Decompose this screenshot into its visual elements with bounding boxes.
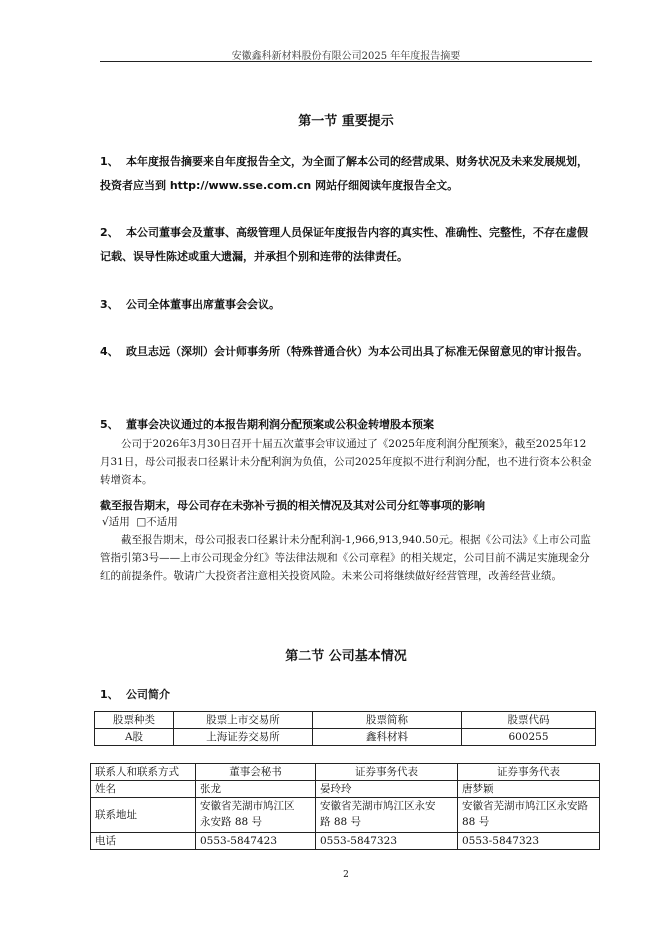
phone-label-cell: 电话 [91, 833, 196, 850]
contact-header-label: 联系人和联系方式 [91, 764, 196, 781]
company-profile-heading [100, 683, 592, 707]
notice-item-5-number: 5、 [100, 418, 119, 431]
contact-table-header-row [91, 764, 600, 781]
stock-code-cell: 600255 [462, 729, 596, 746]
rep2-address-line2: 88 号 [462, 816, 490, 828]
stock-type-cell: A股 [95, 729, 174, 746]
stock-info-table [94, 711, 596, 746]
notice-item-3 [100, 293, 592, 317]
header-rule [100, 61, 592, 62]
contact-header-rep2: 证券事务代表 [458, 764, 600, 781]
stock-header-code: 股票代码 [462, 712, 596, 729]
notice-item-3-text: 公司全体董事出席董事会会议。 [126, 298, 280, 311]
notice-item-2 [100, 221, 592, 269]
company-profile-number: 1、 [100, 688, 119, 701]
notice-item-3-number: 3、 [100, 298, 119, 311]
section2-title: 第二节 公司基本情况 [285, 649, 407, 664]
notice-item-4-text: 政旦志远（深圳）会计师事务所（特殊普通合伙）为本公司出具了标准无保留意见的审计报告。 [126, 345, 588, 358]
not-applicable-option: □不适用 [136, 516, 178, 528]
contact-address-row [91, 798, 600, 833]
rep2-address-cell [458, 798, 600, 833]
stock-table-header-row [95, 712, 596, 729]
secretary-address-line2: 永安路 88 号 [200, 816, 263, 828]
contact-name-row [91, 781, 600, 798]
contact-info-table [90, 763, 600, 850]
stock-header-type: 股票种类 [95, 712, 174, 729]
rep2-name-cell: 唐梦颖 [458, 781, 600, 798]
contact-header-rep1: 证券事务代表 [316, 764, 458, 781]
rep1-name-cell: 晏玲玲 [316, 781, 458, 798]
secretary-address-cell [196, 798, 316, 833]
stock-table-data-row [95, 729, 596, 746]
notice-item-2-text: 本公司董事会及董事、高级管理人员保证年度报告内容的真实性、准确性、完整性，不存在虚假记载、误导性陈述或重大遗漏，并承担个别和连带的法律责任。 [100, 226, 588, 263]
rep1-address-line1: 安徽省芜湖市鸠江区永安 [320, 800, 436, 812]
rep2-address-line1: 安徽省芜湖市鸠江区永安路 [462, 800, 588, 812]
applicability-options [102, 514, 178, 529]
stock-header-exchange: 股票上市交易所 [174, 712, 313, 729]
name-label-cell: 姓名 [91, 781, 196, 798]
page-header: 安徽鑫科新材料股份有限公司2025 年年度报告摘要 [231, 51, 461, 62]
notice-item-4 [100, 340, 592, 364]
stock-exchange-cell: 上海证券交易所 [174, 729, 313, 746]
notice-item-1-text: 本年度报告摘要来自年度报告全文，为全面了解本公司的经营成果、财务状况及未来发展规划，投资者应当到 http://www.sse.com.cn 网站仔细阅读年度报告全文。 [100, 155, 588, 192]
profit-distribution-paragraph: 公司于2026年3月30日召开十届五次董事会审议通过了《2025年度利润分配预案》，截至2025年12月31日，母公司报表口径累计未分配利润为负值，公司2025年度拟不进行利润分配，也不进行资本公积金转增资本。 [100, 438, 592, 486]
rep1-address-cell [316, 798, 458, 833]
notice-item-5 [100, 413, 592, 437]
rep2-phone-cell: 0553-5847323 [458, 833, 600, 850]
deficit-paragraph: 截至报告期末，母公司报表口径累计未分配利润-1,966,913,940.50元。根据《公司法》《上市公司监管指引第3号——上市公司现金分红》等法律法规和《公司章程》的相关规定，公司目前不满足实施现金分红的前提条件。敬请广大投资者注意相关投资风险。未来公司将继续做好经营管理，改善经营业绩。 [100, 534, 591, 582]
notice-item-5-text: 董事会决议通过的本报告期利润分配预案或公积金转增股本预案 [126, 418, 434, 431]
company-profile-text: 公司简介 [126, 688, 170, 701]
address-label-cell: 联系地址 [91, 798, 196, 833]
notice-item-4-number: 4、 [100, 345, 119, 358]
notice-item-1 [100, 150, 592, 198]
secretary-name-cell: 张龙 [196, 781, 316, 798]
notice-item-2-number: 2、 [100, 226, 119, 239]
contact-phone-row [91, 833, 600, 850]
deficit-heading: 截至报告期末，母公司存在未弥补亏损的相关情况及其对公司分红等事项的影响 [100, 499, 485, 512]
stock-short-name-cell: 鑫科材料 [313, 729, 462, 746]
contact-header-secretary: 董事会秘书 [196, 764, 316, 781]
rep1-address-line2: 路 88 号 [320, 816, 362, 828]
stock-header-short-name: 股票简称 [313, 712, 462, 729]
section1-title: 第一节 重要提示 [298, 114, 394, 129]
secretary-phone-cell: 0553-5847423 [196, 833, 316, 850]
page-number: 2 [343, 870, 349, 880]
secretary-address-line1: 安徽省芜湖市鸠江区 [200, 800, 295, 812]
rep1-phone-cell: 0553-5847323 [316, 833, 458, 850]
applicable-checked-option: √适用 [102, 516, 130, 528]
notice-item-1-number: 1、 [100, 155, 119, 168]
